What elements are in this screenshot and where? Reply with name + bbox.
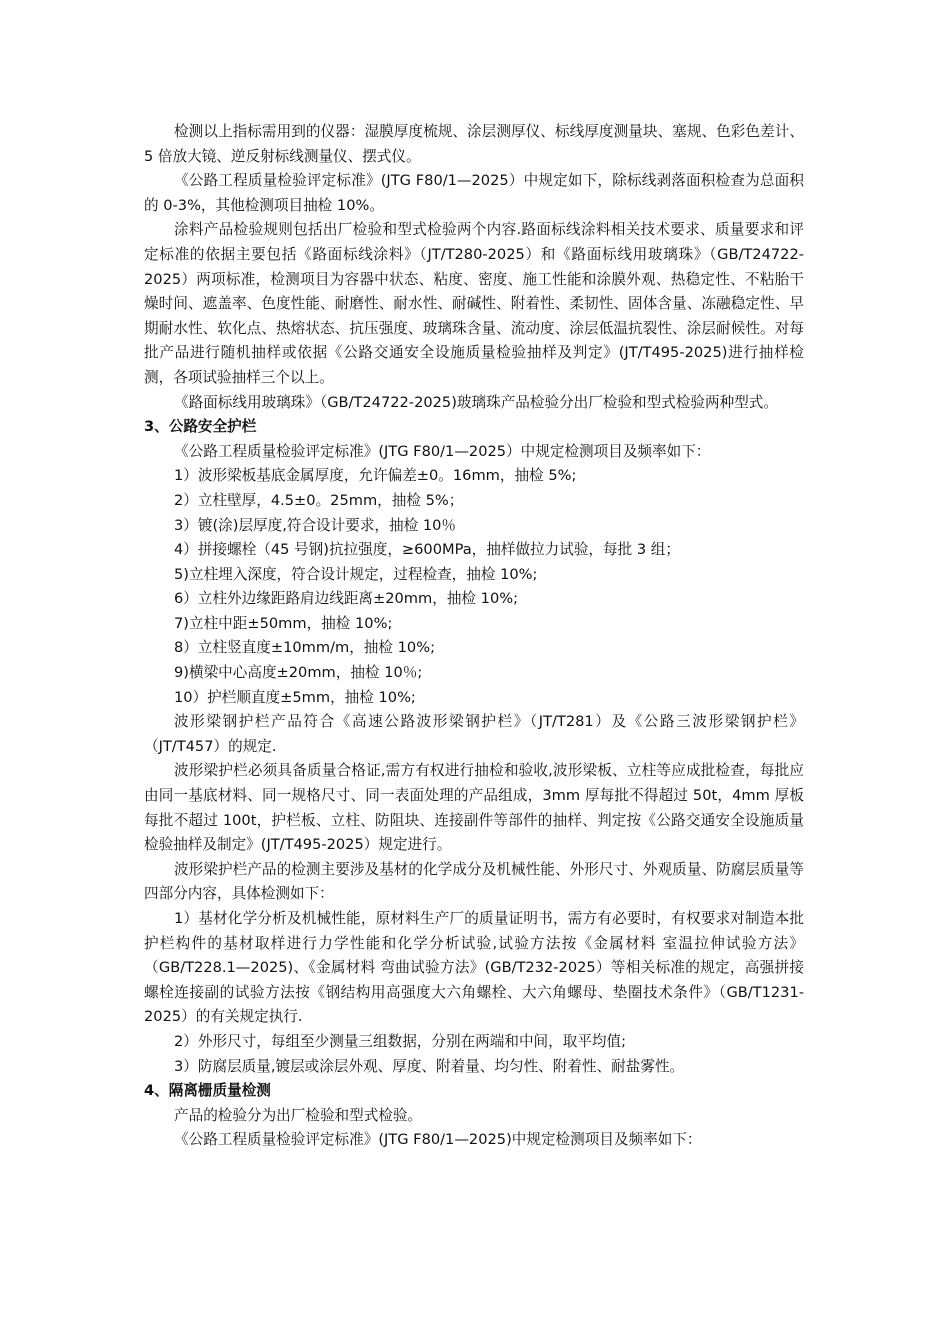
- paragraph: 波形梁护栏产品的检测主要涉及基材的化学成分及机械性能、外形尺寸、外观质量、防腐层质量等四部分内容，具体检测如下：: [144, 860, 804, 903]
- list-item: 1）基材化学分析及机械性能，原材料生产厂的质量证明书，需方有必要时，有权要求对制造本批护栏构件的基材取样进行力学性能和化学分析试验,试验方法按《金属材料 室温拉伸试验方法》（GB/T228.1—2025)、《金属材料 弯曲试验方法》(GB/T232-2025）等相关标准的规定，高强拼接螺栓连接副的试验方法按《钢结构用高强度大六角螺栓、大六角螺母、垫圈技术条件》（GB/T1231-2025）的有关规定执行.: [144, 910, 804, 1026]
- list-item: 3）防腐层质量,镀层或涂层外观、厚度、附着量、均匀性、附着性、耐盐雾性。: [174, 1057, 685, 1075]
- list-item: 9)横梁中心高度±20mm，抽检 10％;: [174, 664, 423, 682]
- paragraph: 产品的检验分为出厂检验和型式检验。: [174, 1106, 423, 1124]
- paragraph: 《路面标线用玻璃珠》（GB/T24722-2025)玻璃珠产品检验分出厂检验和型式检验两种型式。: [174, 393, 778, 411]
- paragraph: 检测以上指标需用到的仪器：湿膜厚度梳规、涂层测厚仪、标线厚度测量块、塞规、色彩色差计、5 倍放大镜、逆反射标线测量仪、摆式仪。: [144, 123, 804, 165]
- list-item: 6）立柱外边缘距路肩边线距离±20mm，抽检 10%;: [174, 590, 519, 608]
- list-item: 8）立柱竖直度±10mm/m，抽检 10%;: [174, 639, 435, 657]
- paragraph: 《公路工程质量检验评定标准》(JTG F80/1—2025）中规定检测项目及频率如下：: [174, 442, 711, 460]
- paragraph: 波形梁钢护栏产品符合《高速公路波形梁钢护栏》（JT/T281）及《公路三波形梁钢护栏》（JT/T457）的规定.: [144, 713, 804, 755]
- paragraph: 《公路工程质量检验评定标准》(JTG F80/1—2025）中规定如下，除标线剥落面积检查为总面积的 0-3%，其他检测项目抽检 10%。: [144, 172, 804, 214]
- list-item: 4）拼接螺栓（45 号钢)抗拉强度，≥600MPa，抽样做拉力试验，每批 3 组；: [174, 541, 680, 559]
- paragraph: 涂料产品检验规则包括出厂检验和型式检验两个内容.路面标线涂料相关技术要求、质量要求和评定标准的依据主要包括《路面标线涂料》（JT/T280-2025）和《路面标线用玻璃珠》（GB/T24722-2025）两项标准，检测项目为容器中状态、粘度、密度、施工性能和涂膜外观、热稳定性、不粘胎干燥时间、遮盖率、色度性能、耐磨性、耐水性、耐碱性、附着性、柔韧性、固体含量、冻融稳定性、早期耐水性、软化点、热熔状态、抗压强度、玻璃珠含量、流动度、涂层低温抗裂性、涂层耐候性。对每批产品进行随机抽样或依据《公路交通安全设施质量检验抽样及判定》(JT/T495-2025)进行抽样检测，各项试验抽样三个以上。: [144, 221, 804, 386]
- paragraph: 《公路工程质量检验评定标准》(JTG F80/1—2025)中规定检测项目及频率如下：: [174, 1131, 702, 1149]
- list-item: 5)立柱埋入深度，符合设计规定，过程检查，抽检 10%;: [174, 565, 538, 583]
- section-heading: 3、公路安全护栏: [144, 418, 257, 436]
- document-body: [144, 120, 804, 1153]
- list-item: 7)立柱中距±50mm，抽检 10%;: [174, 614, 393, 632]
- list-item: 3）镀(涂)层厚度,符合设计要求，抽检 10％: [174, 516, 457, 534]
- paragraph: 波形梁护栏必须具备质量合格证,需方有权进行抽检和验收,波形梁板、立柱等应成批检查，每批应由同一基底材料、同一规格尺寸、同一表面处理的产品组成，3mm 厚每批不得超过 50t，4mm 厚板每批不超过 100t，护栏板、立柱、防阻块、连接副件等部件的抽样、判定按《公路交通安全设施质量检验抽样及制定》(JT/T495-2025）规定进行。: [144, 762, 804, 854]
- list-item: 2）外形尺寸，每组至少测量三组数据，分别在两端和中间，取平均值;: [174, 1032, 627, 1050]
- list-item: 10）护栏顺直度±5mm，抽检 10%;: [174, 688, 416, 706]
- list-item: 1）波形梁板基底金属厚度，允许偏差±0。16mm，抽检 5%;: [174, 467, 577, 485]
- section-heading: 4、隔离栅质量检测: [144, 1082, 271, 1100]
- list-item: 2）立柱壁厚，4.5±0。25mm，抽检 5%；: [174, 491, 464, 509]
